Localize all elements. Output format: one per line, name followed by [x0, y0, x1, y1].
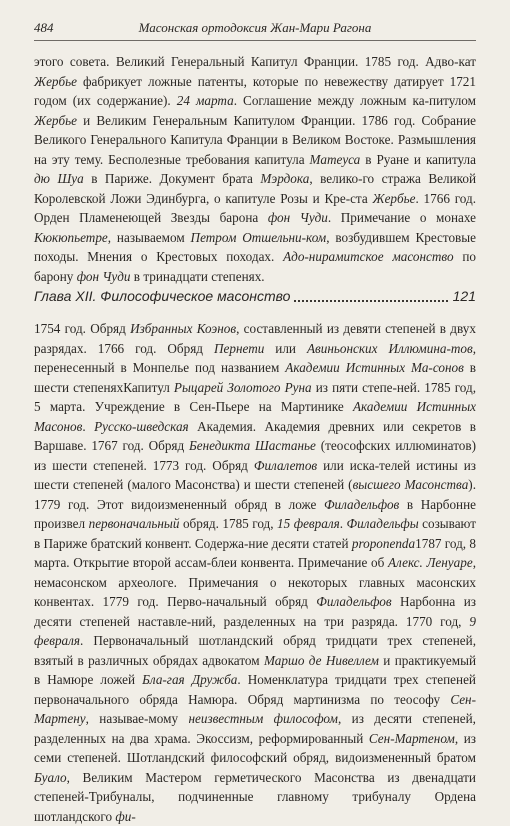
text-run: обряд. 1785 год,	[179, 516, 278, 531]
italic-run: Жербье	[34, 112, 78, 128]
italic-run: 24 марта	[176, 93, 234, 108]
italic-run: Мэрдока	[260, 171, 310, 186]
text-run: , составленный из девяти степеней в двух разрядах. 1766 год. Обряд	[34, 321, 476, 356]
italic-run: дю Шуа	[34, 171, 84, 186]
toc-chapter-entry	[34, 288, 476, 310]
text-run: , называемом	[107, 229, 191, 245]
italic-run: первоначальный	[88, 516, 180, 531]
text-run: , Великим Мастером герметического Масонства из двенадцати степеней-Трибуналы, подчиненные главному трибуналу Ордена шотландского	[34, 769, 476, 824]
italic-run: Петром Отшельни-ком	[190, 229, 327, 245]
italic-run: Буало	[34, 769, 67, 785]
italic-run: Жербье	[34, 73, 78, 89]
italic-run: Алекс. Ленуаре	[388, 555, 473, 570]
text-run: и практикуемый в Намюре ложей	[34, 652, 477, 687]
chapter-page: 121	[449, 288, 476, 304]
text-run: , называе-мому	[85, 711, 189, 726]
italic-run: Рыцарей Золотого Руна	[173, 379, 312, 395]
text-run: . Номенклатура тридцати трех степеней первоначального обряда Намюра. Обряд мартинизма по теософу	[34, 672, 476, 707]
italic-run: Бенедикта Шастанье	[189, 438, 316, 453]
text-run: или	[264, 340, 307, 356]
italic-run: Филадельфов	[316, 594, 392, 609]
italic-run: Адо-нирамитское масонство	[283, 249, 454, 264]
text-run: в Париже. Документ брата	[83, 171, 261, 186]
text-run: по барону	[34, 249, 477, 284]
text-run: . Первоначальный шотландский обряд тридцати трех степеней, взятый в различных обрядах адвокатом	[34, 633, 476, 668]
text-run: в шести степенях	[34, 360, 477, 395]
page-number: 484	[34, 20, 54, 35]
text-run: . 1766 год. Орден Пламенеющей Звезды барона	[34, 190, 476, 225]
italic-run: Русско-шведская	[94, 418, 189, 434]
text-run: в тринадцати степенях.	[130, 268, 265, 284]
text-run: фабрикует ложные патенты, которые по невежеству датирует 1721 годом (их содержание).	[34, 73, 476, 108]
italic-run: Сен-Мартеном	[368, 730, 455, 746]
text-run: и Великим Генеральным Капитулом Франции. 1786 год. Собрание Великого Генерального Капитула Франции в Великом Востоке. Размышления на эту тему. Бесполезные требования капитула	[34, 112, 476, 167]
running-title: Масонская ортодоксия Жан-Мари Рагона	[138, 20, 372, 35]
text-run: , из десяти степеней, разделенных на два храма. Экоссизм, реформированный	[34, 711, 476, 746]
italic-run: Маршо де Нивеллем	[263, 652, 379, 668]
running-header	[34, 20, 476, 41]
text-run: , перенесенный в Монпелье под названием	[34, 340, 476, 375]
text-run: этого совета. Великий Генеральный Капитул Франции. 1785 год. Адво-кат	[34, 54, 476, 69]
text-run: созывают в Париже братский конвент. Содержа-ние десяти статей	[34, 516, 476, 551]
text-run: 1787 год, 8 марта. Открытие второй ассам-блеи конвента. Примечание об	[34, 535, 476, 570]
paragraph-2	[34, 319, 476, 826]
text-run: Академия. Академия древних или секретов в Варшаве. 1767 год. Обряд	[34, 418, 476, 453]
italic-run: фон Чуди	[267, 210, 328, 225]
paragraph-1	[34, 52, 476, 286]
section-2-text	[34, 319, 476, 826]
italic-run: Филалетов	[253, 457, 318, 473]
text-run: , велико-го стража Великой Королевской Ложи Эдинбурга, о капитуле Розы и Кре-ста	[34, 171, 477, 206]
italic-run: Матеуса	[309, 151, 361, 167]
italic-run: фон Чуди	[76, 268, 131, 284]
italic-run: Академии Истинных Ма-сонов	[285, 360, 464, 375]
text-run: Нарбонна из десяти степеней наставле-ний, разделенных на три разряда. 1770 год,	[34, 594, 476, 629]
text-run: , возбудившем Крестовые походы. Мнения о Крестовых походах.	[34, 229, 476, 264]
italic-run: 15 февраля	[277, 516, 340, 531]
text-run: .	[339, 516, 347, 531]
text-run: . Примечание о монахе	[327, 210, 476, 225]
italic-run: фи-	[115, 808, 136, 824]
text-run: . Соглашение между ложным ка-питулом	[233, 93, 476, 108]
text-run: из пяти степе-ней. 1785 год, 5 марта. Учреждение в Сен-Пьере на Мартинике	[34, 379, 476, 414]
section-1-text	[34, 52, 476, 286]
italic-run: неизвестным философом	[188, 711, 338, 726]
chapter-title: Глава XII. Философическое масонство	[34, 288, 294, 304]
italic-run: Жербье	[372, 190, 416, 206]
italic-run: proponenda	[351, 535, 416, 551]
text-run: или иска-телей истины из шести степеней (малого Масонства) и шести степеней (	[34, 457, 476, 492]
italic-run: Избранных Коэнов	[130, 321, 237, 336]
text-run: в Руане и капитула	[360, 151, 476, 167]
text-run: ). 1779 год. Этот видоизмененный обряд в ложе	[34, 477, 476, 512]
italic-run: высшего Масонства	[352, 477, 469, 492]
text-run: .	[82, 418, 95, 434]
italic-run: Филадельфы	[346, 516, 419, 531]
text-run: (теософских иллюминатов) из шести степеней. 1773 год. Обряд	[34, 438, 476, 473]
italic-run: 9 февраля	[34, 613, 476, 648]
text-run: 1754 год. Обряд	[34, 321, 131, 336]
text-run: в Нарбонне произвел	[34, 496, 477, 531]
italic-run: Авиньонских Иллюмина-тов	[306, 340, 473, 356]
italic-run: Кюкюпьетре	[34, 229, 108, 245]
italic-run: Бла-гая Дружба	[142, 672, 238, 687]
text-run: , немасонском археологе. Примечания о некоторых главных масонских конвентах. 1779 год. Перво-начальный обряд	[34, 555, 476, 609]
italic-run: Сен-Мартену	[34, 691, 476, 726]
text-run: Капитул	[123, 379, 174, 395]
italic-run: Филадельфов	[323, 496, 400, 512]
italic-run: Академии Истинных Масонов	[34, 399, 476, 434]
italic-run: Пернети	[214, 340, 265, 356]
text-run: , из семи степеней. Шотландский философский обряд, видоизмененный братом	[34, 730, 476, 765]
